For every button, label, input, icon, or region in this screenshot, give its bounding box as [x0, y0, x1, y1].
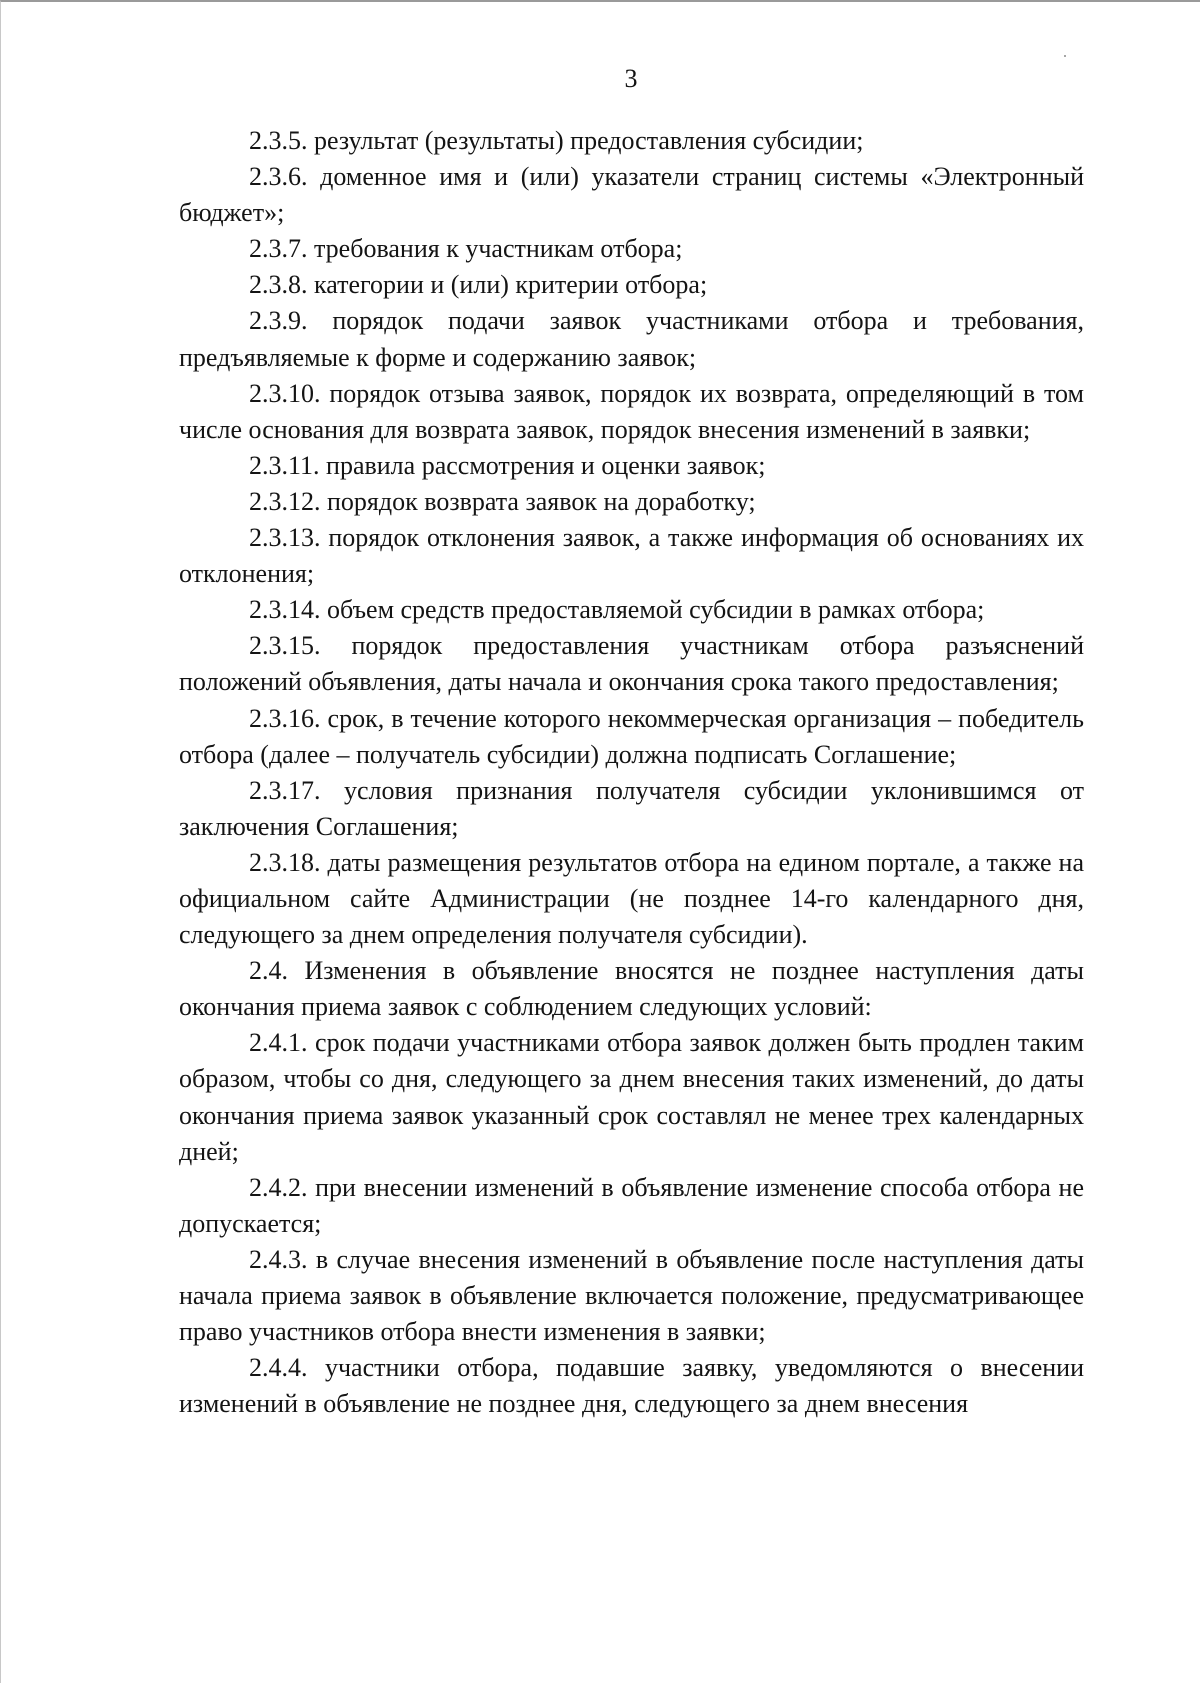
paragraph-2-3-16: 2.3.16. срок, в течение которого некоммерческая организация – победитель отбора (далее – получатель субсидии) должна подписать Соглашение; [179, 703, 1084, 769]
paragraph-2-3-11: 2.3.11. правила рассмотрения и оценки заявок; [249, 450, 766, 480]
paragraph-2-3-18: 2.3.18. даты размещения результатов отбора на едином портале, а также на официальном сайте Администрации (не позднее 14-го календарного дня, следующего за днем определения получателя субсидии). [179, 847, 1084, 950]
paragraph-2-3-5: 2.3.5. результат (результаты) предоставления субсидии; [249, 126, 864, 155]
paragraph-2-3-15: 2.3.15. порядок предоставления участникам отбора разъяснений положений объявления, даты начала и окончания срока такого предоставления; [179, 631, 1084, 697]
paragraph-2-3-7: 2.3.7. требования к участникам отбора; [249, 234, 683, 264]
page-number: 3 [624, 64, 638, 93]
paragraph-2-4-3: 2.4.3. в случае внесения изменений в объявление после наступления даты начала приема заявок в объявление включается положение, предусматривающее право участников отбора внести изменения в заявки; [179, 1244, 1084, 1347]
paragraph-2-3-17: 2.3.17. условия признания получателя субсидии уклонившимся от заключения Соглашения; [179, 775, 1084, 841]
paragraph-2-3-6: 2.3.6. доменное имя и (или) указатели страниц системы «Электронный бюджет»; [179, 162, 1084, 228]
document-body [179, 123, 1084, 1422]
paragraph-2-4-2: 2.4.2. при внесении изменений в объявление изменение способа отбора не допускается; [179, 1172, 1084, 1238]
paragraph-2-3-12: 2.3.12. порядок возврата заявок на доработку; [249, 486, 756, 516]
paragraph-2-3-9: 2.3.9. порядок подачи заявок участниками отбора и требования, предъявляемые к форме и содержанию заявок; [179, 306, 1084, 372]
paragraph-2-3-10: 2.3.10. порядок отзыва заявок, порядок их возврата, определяющий в том числе основания для возврата заявок, порядок внесения изменений в заявки; [179, 378, 1084, 444]
paragraph-2-3-13: 2.3.13. порядок отклонения заявок, а также информация об основаниях их отклонения; [179, 523, 1084, 589]
paragraph-2-3-14: 2.3.14. объем средств предоставляемой субсидии в рамках отбора; [249, 595, 985, 625]
paragraph-2-3-8: 2.3.8. категории и (или) критерии отбора; [249, 270, 708, 300]
paragraph-2-4: 2.4. Изменения в объявление вносятся не позднее наступления даты окончания приема заявок с соблюдением следующих условий: [179, 956, 1084, 1022]
paragraph-2-4-4: 2.4.4. участники отбора, подавшие заявку, уведомляются о внесении изменений в объявление не позднее дня, следующего за днем внесения [179, 1353, 1084, 1419]
paragraph-2-4-1: 2.4.1. срок подачи участниками отбора заявок должен быть продлен таким образом, чтобы со дня, следующего за днем внесения таких изменений, до даты окончания приема заявок указанный срок составлял не менее трех календарных дней; [179, 1028, 1084, 1166]
scan-speck [1064, 55, 1066, 57]
